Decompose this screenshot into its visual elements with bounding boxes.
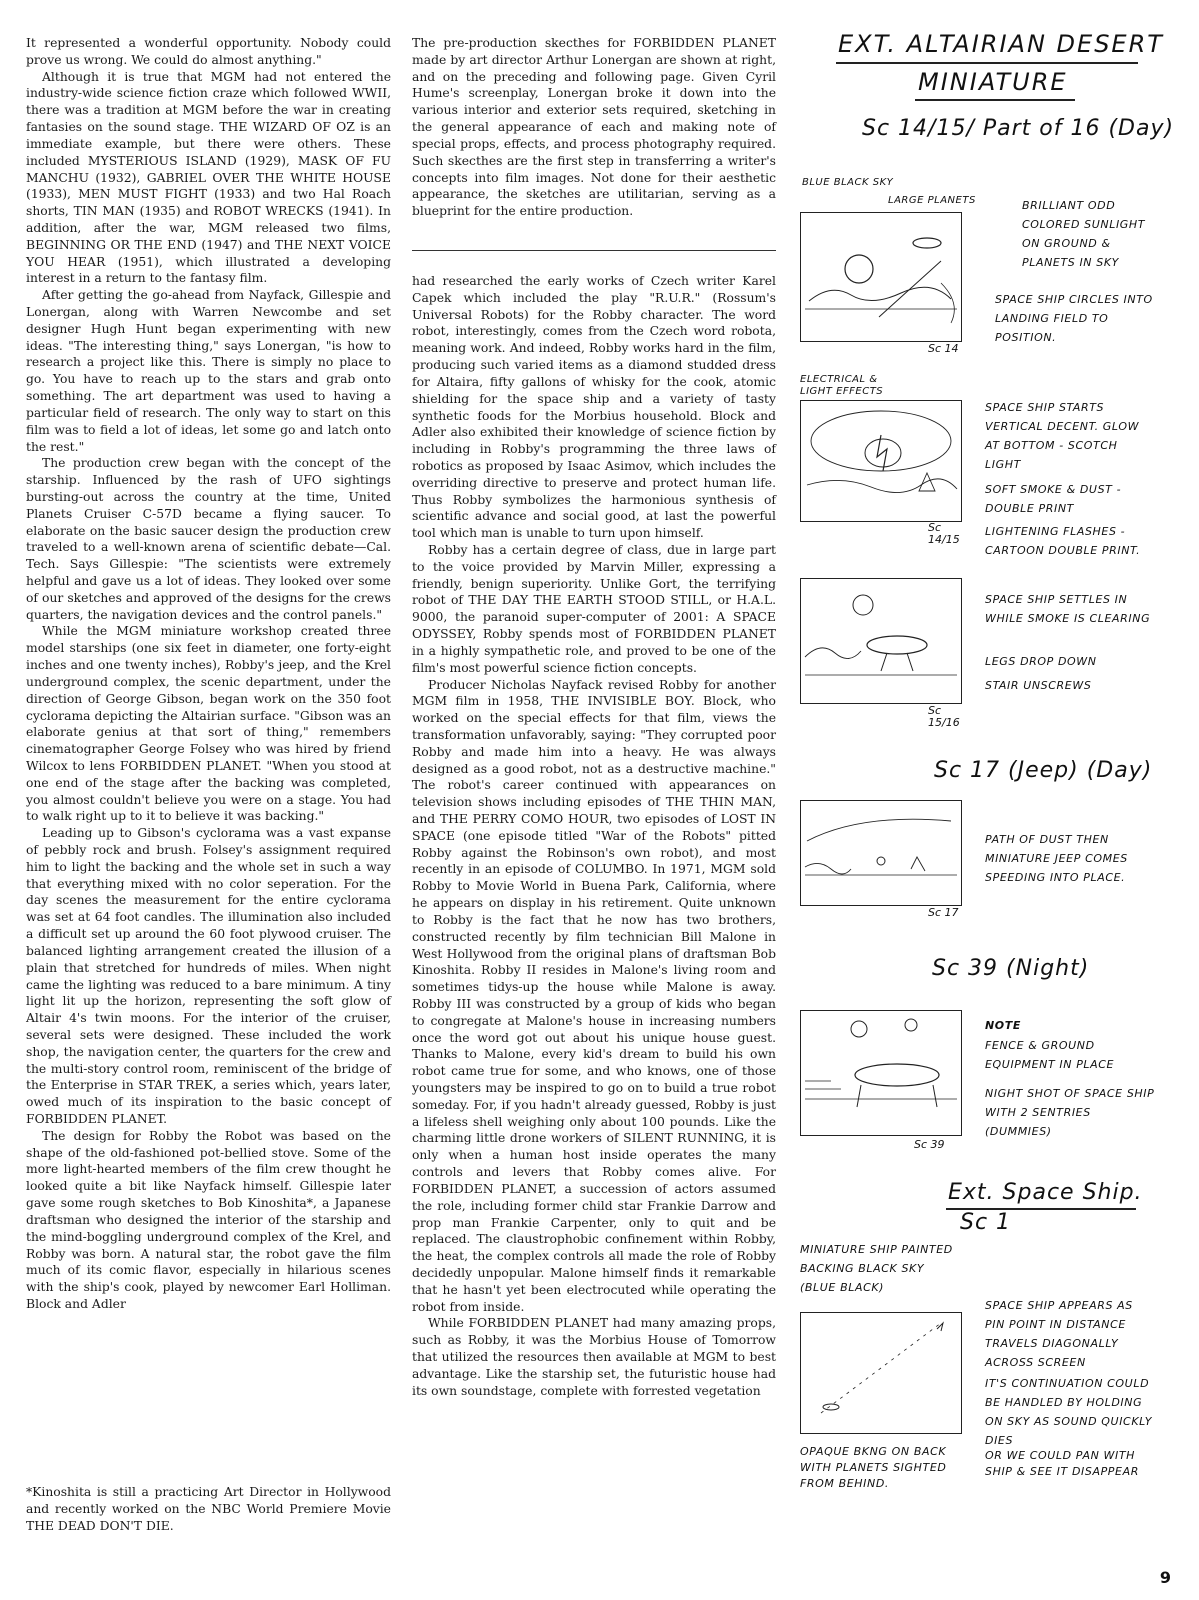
circles-note: SPACE SHIP CIRCLES INTO LANDING FIELD TO POSITION. [995,293,1153,344]
paragraph: While the MGM miniature workshop created three model starships (one six feet in diameter, one forty-eight inches and one twenty inches), Robby's jeep, and the Krel underground complex, the scenic department, under the direction of George Gibson, began work on the 350 foot cyclorama depicting the Altairian surface. "Gibson was an elaborate genius at that sort of thing," remembers cinematographer George Folsey who was hired by friend Wilcox to lens FORBIDDEN PLANET. "When you stood at one end of the stage after the backing was completed, you almost couldn't believe you were on a stage. You had to walk right up to it to believe it was backing." [26,624,391,824]
caption-divider [412,250,776,251]
electrical-label: ELECTRICAL & LIGHT EFFECTS [800,374,884,397]
subtitle-underline [915,99,1075,101]
scene-39-header: Sc 39 (Night) [932,956,1090,981]
frame-4-drawing [801,801,961,905]
night-note: NIGHT SHOT OF SPACE SHIP WITH 2 SENTRIES (DUMMIES) [985,1087,1155,1138]
sketch-caption [412,35,776,220]
scene-17-header: Sc 17 (Jeep) (Day) [934,758,1153,783]
note-heading: NOTE [985,1019,1021,1032]
miniature-note: MINIATURE SHIP PAINTED BACKING BLACK SKY (BLUE BLACK) [800,1243,953,1294]
stair-note: STAIR UNSCREWS [985,679,1092,692]
continuation-note: IT'S CONTINUATION COULD BE HANDLED BY HOLDING ON SKY AS SOUND QUICKLY DIES [985,1377,1153,1447]
frame-3-drawing [801,579,961,703]
frame-5-label: Sc 39 [914,1138,945,1151]
sketch-title: EXT. ALTAIRIAN DESERT [838,30,1164,58]
frame-5-drawing [801,1011,961,1135]
paragraph: had researched the early works of Czech writer Karel Capek which included the play "R.U.R." (Rossum's Universal Robots) for the Robby character. The word robot, interestingly, comes from the Czech word robota, meaning work. And indeed, Robby works hard in the film, producing such varied items as a diamond studded dress for Altaira, fifty gallons of whisky for the cook, atomic shielding for the space ship and a variety of tasty synthetic foods for the Morbius household. Block and Adler also exhibited their knowledge of science fiction by including in Robby's programming the three laws of robotics as proposed by Isaac Asimov, which includes the overriding directive to preserve and protect human life. Thus Robby symbolizes the harmonious synthesis of scientific advance and social good, at last the powerful tool which man is unable to turn upon himself. [412,274,776,541]
scene-header: Sc 14/15/ Part of 16 (Day) [862,116,1175,141]
paragraph: While FORBIDDEN PLANET had many amazing props, such as Robby, it was the Morbius House of Tomorrow that utilized the resources then available at MGM to best advantage. Like the starship set, the futuristic house had its own soundstage, complete with forrested vegetation [412,1316,776,1398]
paragraph: Although it is true that MGM had not entered the industry-wide science fiction craze which followed WWII, there was a tradition at MGM before the war in creating fantasies on the sound stage. THE WIZARD OF OZ is an immediate example, but there were others. These included MYSTERIOUS ISLAND (1929), MASK OF FU MANCHU (1932), GABRIEL OVER THE WHITE HOUSE (1933), MEN MUST FIGHT (1933) and two Hal Roach shorts, TIN MAN (1935) and ROBOT WRECKS (1941). In addition, after the war, MGM released two films, BEGINNING OR THE END (1947) and THE NEXT VOICE YOU HEAR (1951), which illustrated a developing interest in a return to the fantasy film. [26,69,391,286]
space-ship-title: Ext. Space Ship. [948,1180,1143,1205]
storyboard-frame-6 [800,1312,962,1434]
opaque-note: OPAQUE BKNG ON BACK WITH PLANETS SIGHTED FROM BEHIND. [800,1445,947,1490]
paragraph: It represented a wonderful opportunity. Nobody could prove us wrong. We could do almost anything." [26,36,391,67]
pan-note: OR WE COULD PAN WITH SHIP & SEE IT DISAPPEAR [985,1449,1139,1478]
dust-note: PATH OF DUST THEN MINIATURE JEEP COMES SPEEDING INTO PLACE. [985,833,1128,884]
footnote [26,1484,391,1534]
frame-1-drawing [801,213,961,341]
title-underline [836,62,1138,64]
lightening-note: LIGHTENING FLASHES - CARTOON DOUBLE PRINT. [985,525,1141,557]
paragraph: Leading up to Gibson's cyclorama was a vast expanse of pebbly rock and brush. Folsey's assignment required him to light the backing and the whole set in such a way that everything mixed with no color seperation. For the day scenes the measurement for the entire cyclorama was set at 64 foot candles. The illumination also included a difficult set up around the 60 foot plywood cruiser. The balanced lighting arrangement created the illusion of a plain that stretched for hundreds of miles. When night came the lighting was reduced to a bare minimum. A tiny light lit up the horizon, representing the soft glow of Altair 4's twin moons. For the interior of the cruiser, several sets were designed. These included the work shop, the navigation center, the quarters for the crew and the multi-story control room, reminiscent of the bridge of the Enterprise in STAR TREK, a series which, years later, owed much of its inspiration to the basic concept of FORBIDDEN PLANET. [26,826,391,1126]
article-column-1 [26,35,391,1313]
paragraph: Producer Nicholas Nayfack revised Robby for another MGM film in 1958, THE INVISIBLE BOY. Block, who worked on the special effects for that film, views the transformation unfavorably, saying: "They corrupted poor Robby and made him into a heavy. He was always designed as a good robot, not as a destructive machine." The robot's career continued with appearances on television shows including episodes of THE THIN MAN, and THE PERRY COMO HOUR, two episodes of LOST IN SPACE (one episode titled "War of the Robots" pitted Robby against the Robinson's own robot), and most recently in an episode of COLUMBO. In 1971, MGM sold Robby to Movie World in Buena Park, California, where he appears on display in his retirement. Quite unknown to Robby is the fact that he now has two brothers, constructed recently by film technician Bill Malone in West Hollywood from the original plans of draftsman Bob Kinoshita. Robby II resides in Malone's living room and sometimes tidys-up the house while Malone is away. Robby III was constructed by a group of kids who began to congregate at Malone's house in increasing numbers once the word got out about his unique house guest. Thanks to Malone, every kid's dream to build his own robot came true for some, and who knows, one of those youngsters may be inspired to go on to build a true robot someday. For, if you hadn't already guessed, Robby is just a lifeless shell weighing only about 100 pounds. Like the charming little drone workers of SILENT RUNNING, it is only when a human host inside operates the many controls and levers that Robby comes alive. For FORBIDDEN PLANET, a succession of actors assumed the role, including former child star Frankie Darrow and prop man Frankie Carpenter, only to quit and be replaced. The claustrophobic confinement within Robby, the heat, the complex controls all made the role of Robby decidedly unpopular. Malone himself finds it remarkable that he hasn't yet been electrocuted while operating the robot from inside. [412,677,776,1314]
storyboard-frame-2 [800,400,962,522]
frame-2-drawing [801,401,961,521]
planets-label: LARGE PLANETS [888,195,976,206]
storyboard-frame-3 [800,578,962,704]
paragraph: Robby has a certain degree of class, due in large part to the voice provided by Marvin Miller, expressing a friendly, benign superiority. Unlike Gort, the terrifying robot of THE DAY THE EARTH STOOD STILL, or H.A.L. 9000, the paranoid super-computer of 2001: A SPACE ODYSSEY, Robby spends most of FORBIDDEN PLANET in a highly sympathetic role, and proved to be one of the film's most powerful science fiction concepts. [412,543,776,675]
settles-note: SPACE SHIP SETTLES IN WHILE SMOKE IS CLEARING [985,593,1151,625]
storyboard-frame-4 [800,800,962,906]
frame-6-drawing [801,1313,961,1433]
storyboard-frame-1 [800,212,962,342]
article-column-2 [412,273,776,1399]
frame-1-label: Sc 14 [928,342,959,355]
sketch-subtitle: MINIATURE [918,68,1068,96]
page-number: 9 [1159,1568,1171,1587]
storyboard-frame-5 [800,1010,962,1136]
caption-text: The pre-production skecthes for FORBIDDEN PLANET made by art director Arthur Lonergan are shown at right, and on the preceding and following page. Given Cyril Hume's screenplay, Lonergan broke it down into the various interior and exterior sets required, sketching in the general appearance of each and making note of special props, effects, and process photography required. Such skecthes are the first step in transferring a writer's concepts into film images. Not done for their aesthetic appearance, the sketches are utilitarian, serving as a blueprint for the entire production. [412,36,776,219]
paragraph: The production crew began with the concept of the starship. Influenced by the rash of UFO sightings bursting-out across the country at the time, United Planets Cruiser C-57D became a flying saucer. To elaborate on the basic saucer design the production crew traveled to a well-known arena of scientific debate—Cal. Tech. Says Gillespie: "The scientists were extremely helpful and gave us a lot of ideas. They looked over some of our sketches and approved of the designs for the crews quarters, the navigation devices and the control panels." [26,456,391,622]
pinpoint-note: SPACE SHIP APPEARS AS PIN POINT IN DISTANCE TRAVELS DIAGONALLY ACROSS SCREEN [985,1299,1133,1369]
scene-1-header: Sc 1 [960,1210,1012,1235]
paragraph: After getting the go-ahead from Nayfack, Gillespie and Lonergan, along with Warren Newcombe and set designer Hugh Hunt began experimenting with new ideas. "The interesting thing," says Lonergan, "is how to research a project like this. There is simply no place to go. You have to reach up to the stars and grab onto something. The art department was used to having a particular field of research. The only way to start on this film was to field a lot of ideas, let some go and latch onto the rest." [26,288,391,454]
sky-label: BLUE BLACK SKY [802,177,894,188]
footnote-text: *Kinoshita is still a practicing Art Director in Hollywood and recently worked on the NBC World Premiere Movie THE DEAD DON'T DIE. [26,1485,391,1533]
smoke-note: SOFT SMOKE & DUST - DOUBLE PRINT [985,483,1122,515]
frame-4-label: Sc 17 [928,906,959,919]
vertical-note: SPACE SHIP STARTS VERTICAL DECENT. GLOW AT BOTTOM - SCOTCH LIGHT [985,401,1140,471]
sunlight-note: BRILLIANT ODD COLORED SUNLIGHT ON GROUND & PLANETS IN SKY [1022,199,1146,269]
paragraph: The design for Robby the Robot was based on the shape of the old-fashioned pot-bellied stove. Some of the more light-hearted members of the film crew thought he looked quite a bit like Nayfack himself. Gillespie later gave some rough sketches to Bob Kinoshita*, a Japanese draftsman who designed the interior of the starship and the mind-boggling underground complex of the Krel, and Robby was born. A natural star, the robot gave the film much of its comic flavor, especially in hilarious scenes with the ship's cook, played by newcomer Earl Holliman. Block and Adler [26,1128,391,1311]
legs-note: LEGS DROP DOWN [985,655,1097,668]
frame-2-label: Sc 14/15 [928,521,960,546]
frame-3-label: Sc 15/16 [928,704,960,729]
fence-note: FENCE & GROUND EQUIPMENT IN PLACE [985,1039,1115,1071]
